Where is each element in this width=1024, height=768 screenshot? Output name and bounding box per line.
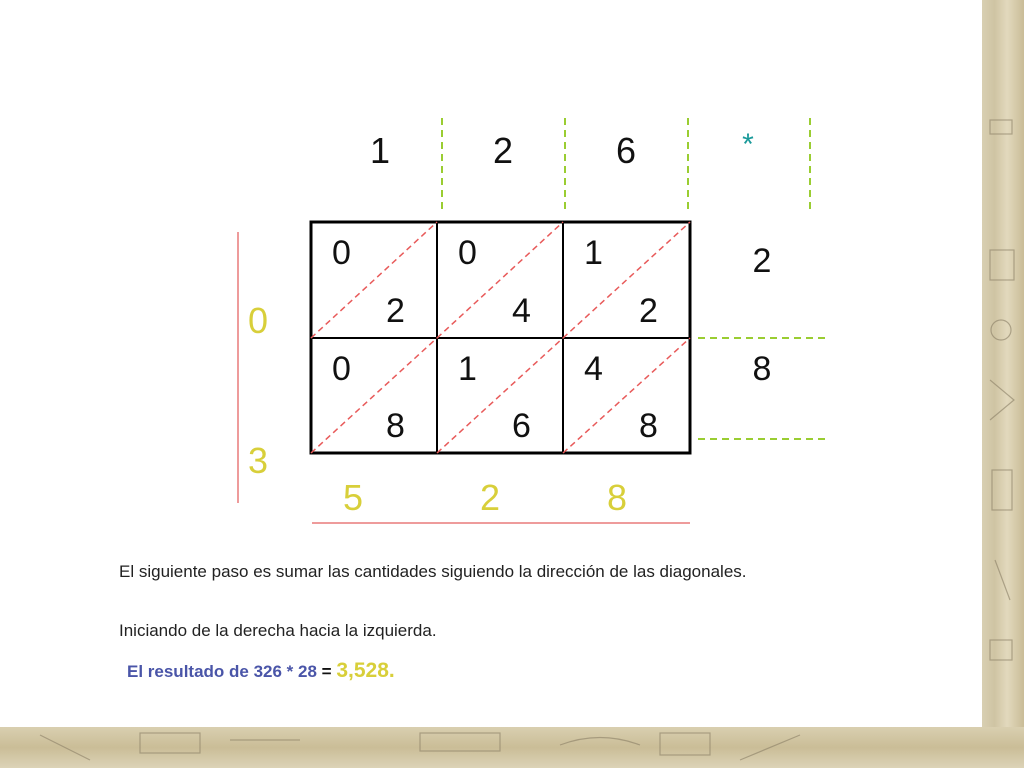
cell-units: 2: [386, 292, 405, 330]
cell-tens: 4: [584, 350, 603, 388]
diagonal: [437, 222, 563, 338]
right-digit: 8: [752, 350, 772, 388]
bottom-result-digit: 2: [479, 477, 501, 518]
cell-tens: 0: [332, 234, 351, 272]
cell-tens: 1: [458, 350, 477, 388]
bottom-result-digit: 5: [342, 477, 364, 518]
diagonal: [311, 338, 437, 453]
cell-units: 2: [639, 292, 658, 330]
cell-units: 4: [512, 292, 531, 330]
cell-tens: 0: [332, 350, 351, 388]
left-result-digit: 3: [247, 440, 269, 481]
result-label: El resultado de 326 * 28: [127, 662, 317, 681]
left-result-digit: 0: [247, 300, 269, 341]
diagonal: [437, 338, 563, 453]
diagonal: [563, 222, 690, 338]
cell-units: 6: [512, 407, 531, 445]
diagonal: [311, 222, 437, 338]
cell-units: 8: [639, 407, 658, 445]
result-line: [127, 659, 395, 683]
cell-tens: 1: [584, 234, 603, 272]
result-value: 3,528.: [336, 659, 395, 682]
diagonal: [563, 338, 690, 453]
explanation-paragraph: El siguiente paso es sumar las cantidades siguiendo la dirección de las diagonales.: [119, 562, 747, 581]
cell-units: 8: [386, 407, 405, 445]
direction-paragraph: Iniciando de la derecha hacia la izquierda.: [119, 621, 437, 640]
bottom-result-digit: 8: [606, 477, 628, 518]
cell-tens: 0: [458, 234, 477, 272]
top-digit: 2: [492, 130, 514, 171]
result-equals: =: [321, 662, 332, 681]
top-digit: 1: [369, 130, 391, 171]
top-digit: 6: [615, 130, 637, 171]
right-digit: 2: [752, 242, 772, 280]
multiply-operator: *: [742, 128, 754, 161]
